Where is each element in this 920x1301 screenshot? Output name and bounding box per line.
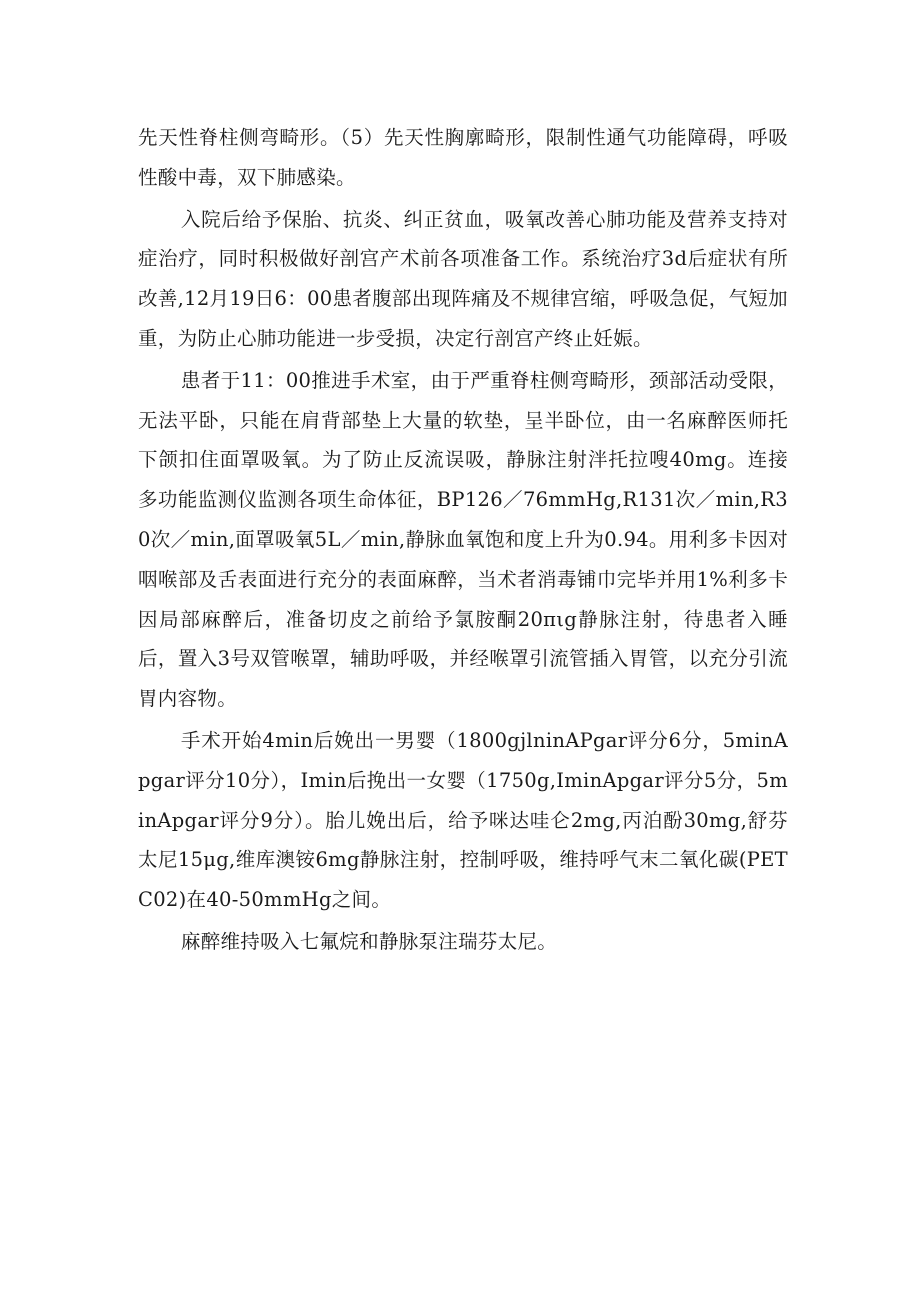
- paragraph-1: 先天性脊柱侧弯畸形。（5）先天性胸廓畸形，限制性通气功能障碍，呼吸性酸中毒，双下肺感染。: [138, 126, 788, 189]
- paragraph-2: 入院后给予保胎、抗炎、纠正贫血，吸氧改善心肺功能及营养支持对症治疗，同时积极做好剖宫产术前各项准备工作。系统治疗3d后症状有所改善,12月19日6：00患者腹部出现阵痛及不规律宫缩，呼吸急促，气短加重，为防止心肺功能进一步受损，决定行剖宫产终止妊娠。: [138, 207, 788, 350]
- document-body: [138, 118, 788, 964]
- paragraph-4: 手术开始4min后娩出一男婴（1800gjlninAPgar评分6分，5minApgar评分10分），Imin后挽出一女婴（1750g,IminApgar评分5分，5minApgar评分9分）。胎儿娩出后，给予咪达哇仑2mg,丙泊酚30mg,舒芬太尼15μg,维库澳铵6mg静脉注射，控制呼吸，维持呼气末二氧化碳(PETC02)在40-50mmHg之间。: [138, 728, 788, 912]
- paragraph-5: 麻醉维持吸入七氟烷和静脉泵注瑞芬太尼。: [180, 929, 558, 953]
- paragraph-3: 患者于11：00推进手术室，由于严重脊柱侧弯畸形，颈部活动受限，无法平卧，只能在肩背部垫上大量的软垫，呈半卧位，由一名麻醉医师托下颌扣住面罩吸氧。为了防止反流误吸，静脉注射泮托拉嗖40mg。连接多功能监测仪监测各项生命体征，BP126／76mmHg,R131次／min,R30次／min,面罩吸氧5L／min,静脉血氧饱和度上升为0.94。用利多卡因对咽喉部及舌表面进行充分的表面麻醉，当术者消毒铺巾完毕并用1%利多卡因局部麻醉后，准备切皮之前给予氯胺酮20πιg静脉注射，待患者入睡后，置入3号双管喉罩，辅助呼吸，并经喉罩引流管插入胃管，以充分引流胃内容物。: [138, 368, 788, 711]
